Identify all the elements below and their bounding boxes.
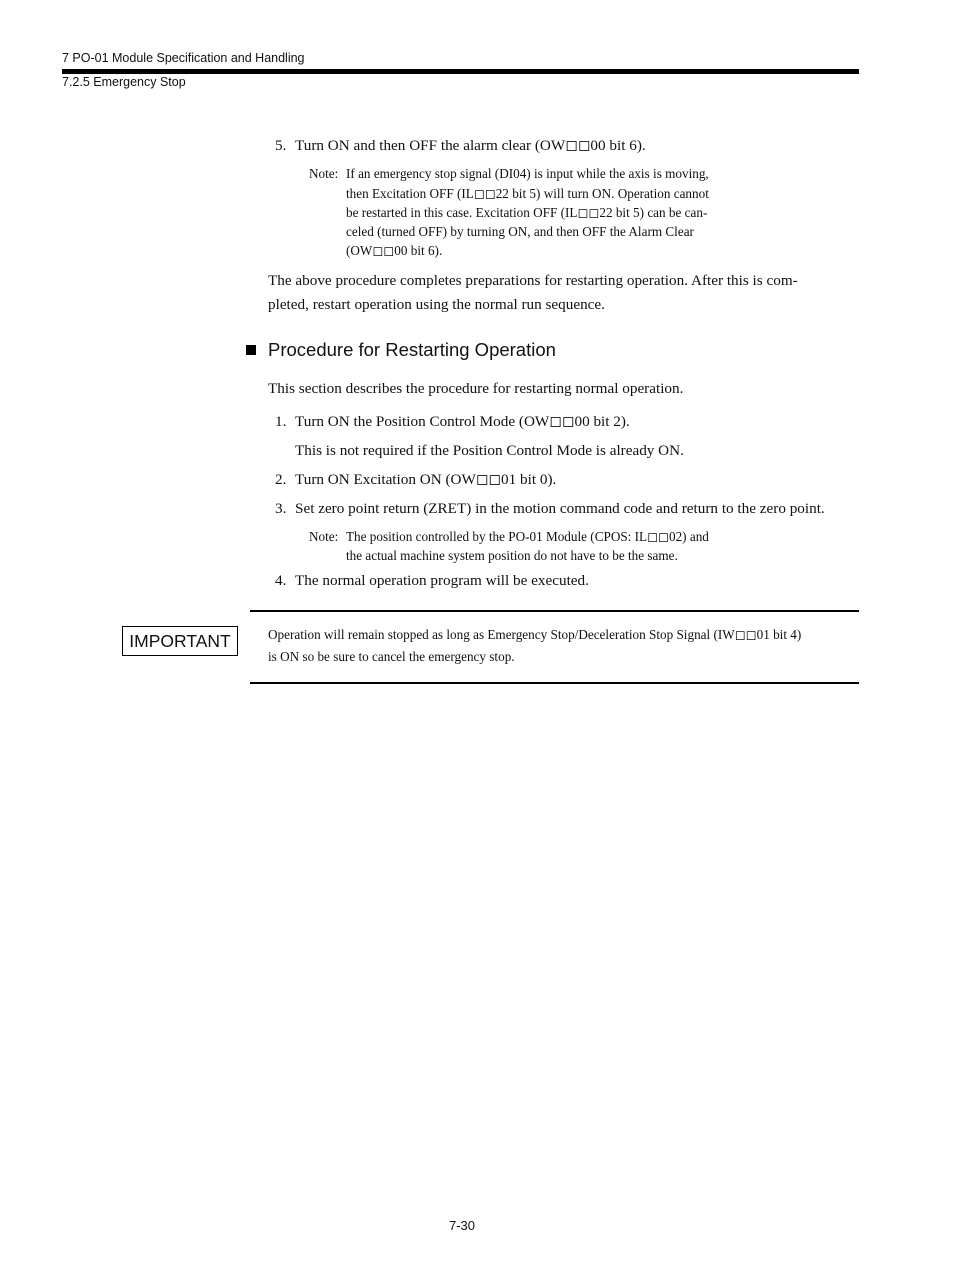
note-1-line: then Excitation OFF (IL◻◻22 bit 5) will turn ON. Operation cannot	[346, 186, 709, 201]
note-2-line: the actual machine system position do not have to be the same.	[346, 548, 678, 563]
important-text-line: is ON so be sure to cancel the emergency stop.	[268, 649, 515, 664]
intro-paragraph: This section describes the procedure for restarting normal operation.	[268, 380, 684, 397]
step-5-number: 5.	[275, 137, 287, 154]
step-1-text: Turn ON the Position Control Mode (OW◻◻00 bit 2).	[295, 413, 630, 430]
paragraph-line: The above procedure completes preparations for restarting operation. After this is com-	[268, 272, 798, 289]
section-heading	[246, 339, 556, 361]
step-2-number: 2.	[275, 471, 287, 488]
step-3-number: 3.	[275, 500, 287, 517]
step-5-text: Turn ON and then OFF the alarm clear (OW◻◻00 bit 6).	[295, 137, 646, 154]
important-bottom-rule	[250, 682, 859, 684]
section-heading-text: Procedure for Restarting Operation	[268, 339, 556, 360]
step-1-number: 1.	[275, 413, 287, 430]
header-rule	[62, 69, 859, 74]
step-4-text: The normal operation program will be executed.	[295, 572, 589, 589]
important-label-box: IMPORTANT	[122, 626, 238, 656]
note-1-line: be restarted in this case. Excitation OFF (IL◻◻22 bit 5) can be can-	[346, 205, 708, 220]
important-top-rule	[250, 610, 859, 612]
note-1-line: celed (turned OFF) by turning ON, and then OFF the Alarm Clear	[346, 224, 694, 239]
important-text-line: Operation will remain stopped as long as Emergency Stop/Deceleration Stop Signal (IW◻◻01 bit 4)	[268, 627, 802, 642]
step-2-text: Turn ON Excitation ON (OW◻◻01 bit 0).	[295, 471, 557, 488]
note-1-line: (OW◻◻00 bit 6).	[346, 243, 443, 258]
paragraph-line: pleted, restart operation using the normal run sequence.	[268, 296, 605, 313]
note-2-label: Note:	[309, 529, 339, 544]
step-3-text: Set zero point return (ZRET) in the motion command code and return to the zero point.	[295, 500, 825, 517]
square-bullet-icon	[246, 345, 256, 355]
page-number: 7-30	[449, 1218, 476, 1233]
running-header-chapter: 7 PO-01 Module Specification and Handling	[62, 51, 305, 65]
note-1-label: Note:	[309, 166, 339, 181]
running-header-section: 7.2.5 Emergency Stop	[62, 75, 186, 89]
step-4-number: 4.	[275, 572, 287, 589]
step-1-subtext: This is not required if the Position Control Mode is already ON.	[295, 442, 684, 459]
note-1-line: If an emergency stop signal (DI04) is input while the axis is moving,	[346, 166, 709, 181]
note-2-line: The position controlled by the PO-01 Module (CPOS: IL◻◻02) and	[346, 529, 709, 544]
